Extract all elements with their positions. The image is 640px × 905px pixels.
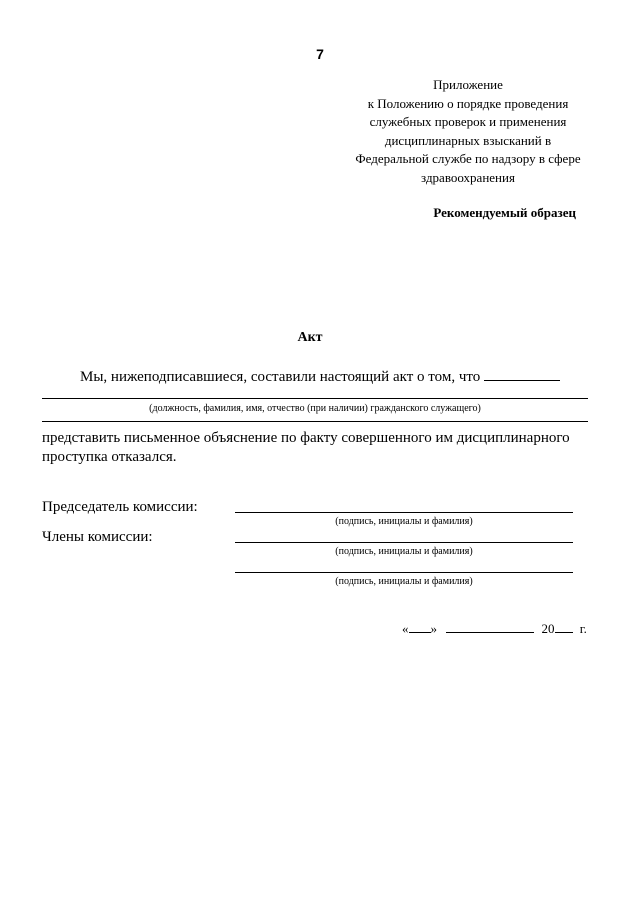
day-blank: [409, 620, 431, 633]
sample-note: Рекомендуемый образец: [433, 205, 576, 220]
date-line: [402, 620, 587, 637]
page-number: 7: [316, 46, 324, 62]
month-blank: [446, 620, 534, 633]
person-caption: (должность, фамилия, имя, отчество (при наличии) гражданского служащего): [149, 403, 481, 414]
chairman-label: Председатель комиссии:: [42, 499, 198, 515]
date-close-quote: »: [430, 621, 437, 636]
appendix-line: к Положению о порядке проведения: [367, 95, 569, 111]
appendix-line: Приложение: [433, 77, 503, 92]
signature-caption: (подпись, инициалы и фамилия): [335, 576, 473, 587]
appendix-line: здравоохранения: [421, 169, 515, 185]
year-blank: [555, 620, 573, 633]
year-prefix: 20: [541, 621, 555, 636]
date-open-quote: «: [402, 621, 409, 636]
person-fill-line: [42, 398, 588, 399]
signature-caption: (подпись, инициалы и фамилия): [335, 546, 473, 557]
intro-fill-blank: [484, 366, 560, 381]
chairman-signature-line: [235, 512, 573, 513]
appendix-line: Федеральной службе по надзору в сфере: [355, 151, 581, 166]
person-fill-line-2: [42, 421, 588, 422]
member-signature-line: [235, 542, 573, 543]
act-body-line: представить письменное объяснение по факту совершенного им дисциплинарного: [42, 430, 570, 446]
signature-caption: (подпись, инициалы и фамилия): [335, 516, 473, 527]
act-title: Акт: [297, 330, 323, 345]
act-body-line: проступка отказался.: [42, 449, 177, 465]
appendix-header: [340, 76, 596, 187]
member-signature-line: [235, 572, 573, 573]
act-intro: [80, 366, 560, 386]
year-suffix: г.: [579, 621, 587, 636]
members-label: Члены комиссии:: [42, 529, 153, 545]
appendix-line: служебных проверок и применения: [369, 114, 567, 129]
act-intro-text: Мы, нижеподписавшиеся, составили настоящий акт о том, что: [80, 369, 481, 385]
appendix-line: дисциплинарных взысканий в: [384, 132, 552, 148]
